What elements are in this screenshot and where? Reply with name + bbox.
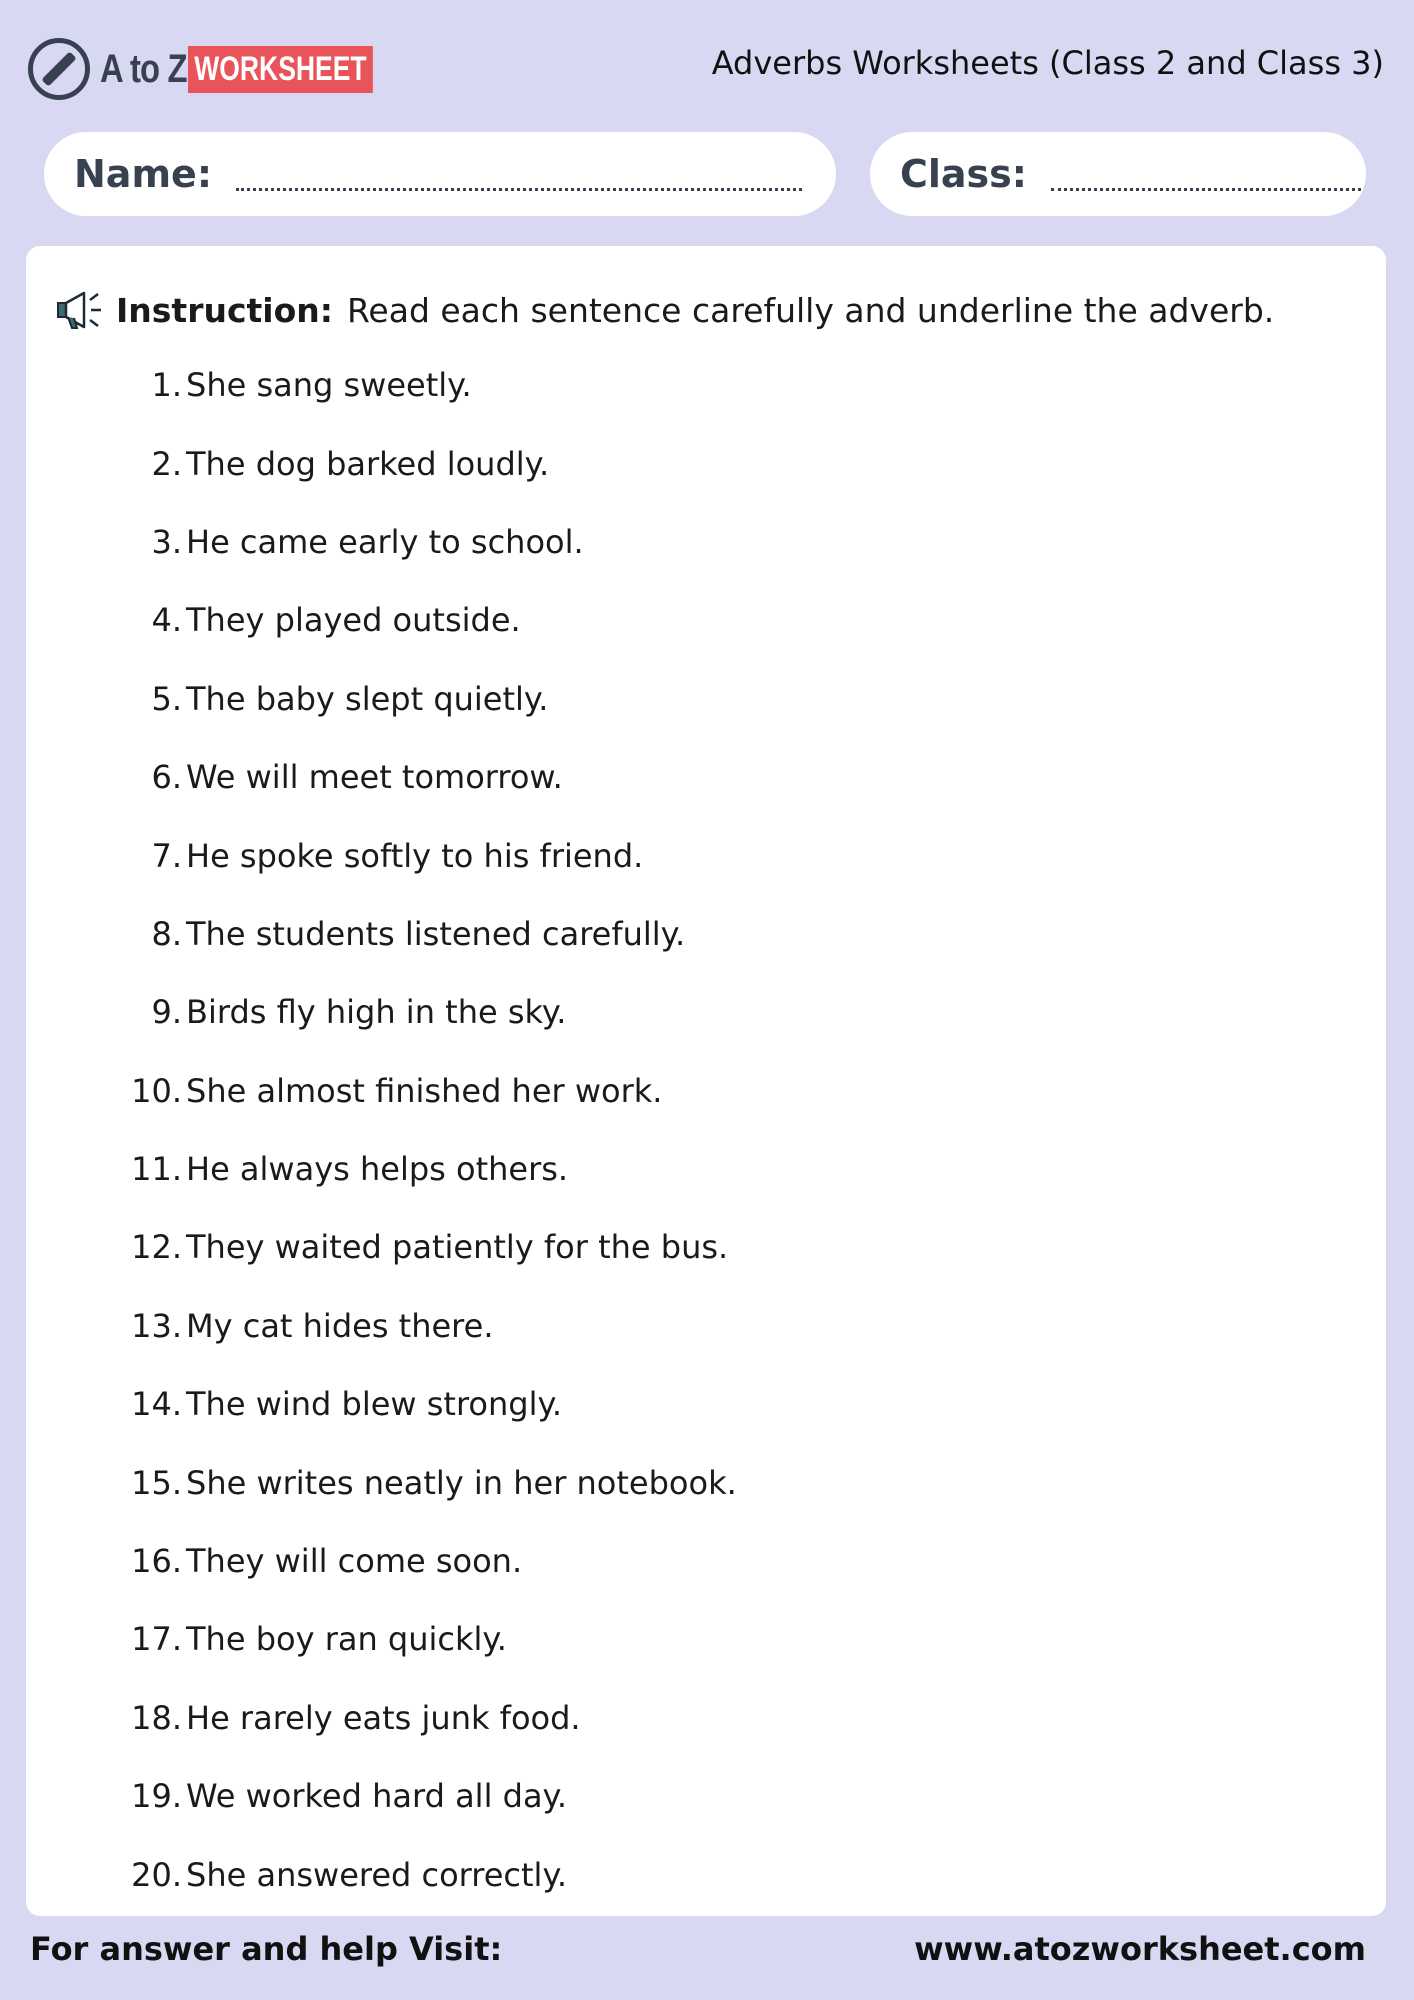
question-text[interactable]: We worked hard all day. (186, 1777, 568, 1816)
question-number: 1. (151, 366, 182, 405)
worksheet-title: Adverbs Worksheets (Class 2 and Class 3) (711, 44, 1384, 82)
question-text[interactable]: The students listened carefully. (186, 914, 686, 953)
question-item (26, 973, 1386, 1051)
question-number: 11. (131, 1150, 182, 1189)
pencil-logo-icon (28, 38, 90, 100)
question-item (26, 816, 1386, 894)
logo-badge: WORKSHEET (188, 46, 373, 93)
class-blank-line[interactable] (1051, 188, 1361, 191)
instruction-label: Instruction: (116, 290, 333, 330)
question-number: 5. (151, 679, 182, 718)
name-blank-line[interactable] (236, 188, 802, 191)
question-number: 6. (151, 758, 182, 797)
question-number: 9. (151, 993, 182, 1032)
header (0, 0, 1414, 130)
footer-website-link[interactable]: www.atozworksheet.com (914, 1930, 1366, 1968)
question-text[interactable]: They waited patiently for the bus. (186, 1228, 729, 1267)
question-item (26, 581, 1386, 659)
question-text[interactable]: The baby slept quietly. (186, 679, 549, 718)
question-text[interactable]: He came early to school. (186, 522, 584, 561)
question-number: 19. (131, 1777, 182, 1816)
question-text[interactable]: She almost finished her work. (186, 1071, 663, 1110)
question-text[interactable]: She sang sweetly. (186, 366, 472, 405)
question-item (26, 895, 1386, 973)
question-number: 10. (131, 1071, 182, 1110)
footer-help-text: For answer and help Visit: (30, 1930, 503, 1968)
question-number: 13. (131, 1306, 182, 1345)
question-item (26, 503, 1386, 581)
question-number: 18. (131, 1698, 182, 1737)
question-list (26, 346, 1386, 1914)
logo[interactable] (28, 36, 425, 102)
class-label: Class: (900, 152, 1027, 196)
question-number: 7. (151, 836, 182, 875)
class-field (870, 132, 1366, 216)
question-item (26, 1208, 1386, 1286)
name-field (44, 132, 836, 216)
question-item (26, 660, 1386, 738)
question-number: 14. (131, 1385, 182, 1424)
question-text[interactable]: He rarely eats junk food. (186, 1698, 581, 1737)
question-text[interactable]: They will come soon. (186, 1542, 523, 1581)
question-item (26, 1365, 1386, 1443)
question-text[interactable]: The wind blew strongly. (186, 1385, 563, 1424)
question-text[interactable]: The boy ran quickly. (186, 1620, 507, 1659)
question-number: 3. (151, 522, 182, 561)
question-item (26, 1130, 1386, 1208)
instruction (54, 288, 1274, 332)
question-text[interactable]: The dog barked loudly. (186, 444, 550, 483)
question-number: 8. (151, 914, 182, 953)
question-number: 17. (131, 1620, 182, 1659)
megaphone-icon (54, 288, 104, 332)
question-item (26, 1757, 1386, 1835)
question-number: 16. (131, 1542, 182, 1581)
question-item (26, 1679, 1386, 1757)
question-number: 12. (131, 1228, 182, 1267)
question-text[interactable]: My cat hides there. (186, 1306, 494, 1345)
question-text[interactable]: They played outside. (186, 601, 521, 640)
question-item (26, 1287, 1386, 1365)
question-item (26, 1600, 1386, 1678)
worksheet-card (26, 246, 1386, 1916)
question-text[interactable]: She writes neatly in her notebook. (186, 1463, 737, 1502)
question-number: 20. (131, 1855, 182, 1894)
name-label: Name: (74, 152, 213, 196)
question-number: 4. (151, 601, 182, 640)
question-item (26, 346, 1386, 424)
logo-text: A to Z (100, 46, 187, 91)
question-item (26, 1835, 1386, 1913)
question-number: 2. (151, 444, 182, 483)
question-text[interactable]: He spoke softly to his friend. (186, 836, 644, 875)
question-number: 15. (131, 1463, 182, 1502)
question-item (26, 1522, 1386, 1600)
question-item (26, 1052, 1386, 1130)
question-text[interactable]: He always helps others. (186, 1150, 569, 1189)
instruction-text: Read each sentence carefully and underline the adverb. (346, 290, 1275, 330)
question-item (26, 738, 1386, 816)
question-item (26, 424, 1386, 502)
question-text[interactable]: She answered correctly. (186, 1855, 567, 1894)
question-text[interactable]: We will meet tomorrow. (186, 758, 563, 797)
question-item (26, 1443, 1386, 1521)
question-text[interactable]: Birds fly high in the sky. (186, 993, 567, 1032)
